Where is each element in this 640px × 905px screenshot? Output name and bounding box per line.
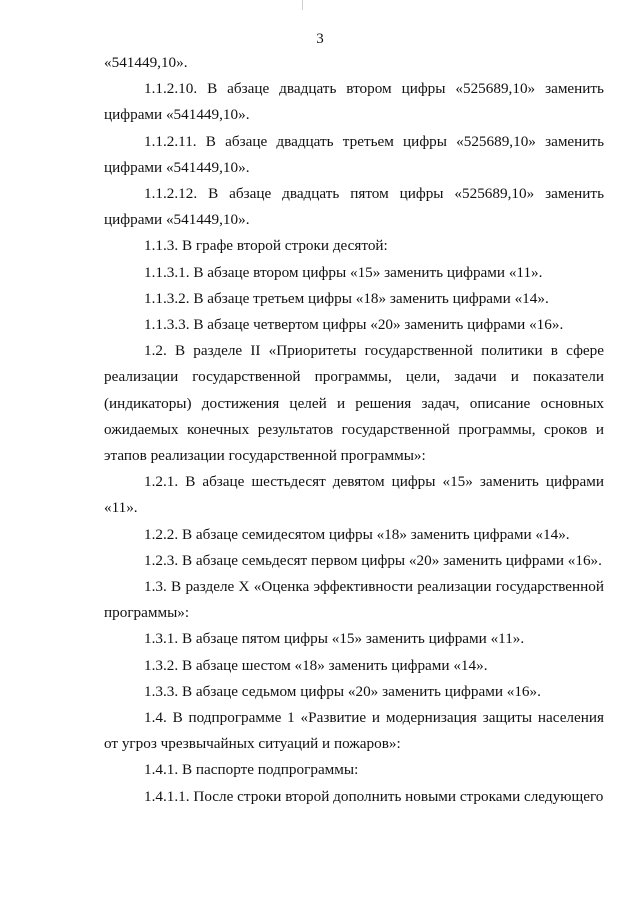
paragraph-1-3-1: 1.3.1. В абзаце пятом цифры «15» заменить цифрами «11». (144, 630, 525, 648)
paragraph-1-4-1: 1.4.1. В паспорте подпрограммы: (144, 761, 359, 779)
paragraph-1-1-2-12: 1.1.2.12. В абзаце двадцать пятом цифры «525689,10» заменить цифрами «541449,10». (104, 185, 604, 229)
paragraph-1-3-2: 1.3.2. В абзаце шестом «18» заменить цифрами «14». (144, 656, 488, 674)
paragraph-1-4: 1.4. В подпрограмме 1 «Развитие и модернизация защиты населения от угроз чрезвычайных ситуаций и пожаров»: (104, 709, 604, 753)
paragraph-1-1-3-2: 1.1.3.2. В абзаце третьем цифры «18» заменить цифрами «14». (144, 289, 549, 307)
document-body (104, 50, 604, 810)
paragraph-1-2-3: 1.2.3. В абзаце семьдесят первом цифры «20» заменить цифрами «16». (144, 551, 602, 569)
paragraph-1-1-3: 1.1.3. В графе второй строки десятой: (144, 237, 388, 255)
paragraph-1-4-1-1: 1.4.1.1. После строки второй дополнить новыми строками следующего (144, 787, 604, 805)
paragraph-1-3: 1.3. В разделе Х «Оценка эффективности реализации государственной программы»: (104, 578, 604, 622)
paragraph-continuation: «541449,10». (104, 54, 188, 71)
page-number: 3 (316, 31, 324, 47)
paragraph-1-2: 1.2. В разделе II «Приоритеты государственной политики в сфере реализации государственной программы, цели, задачи и показатели (индикаторы) достижения целей и решения задач, описание основных ожидаемых конечных результатов государственной программы, сроков и этапов реализации государственной программы»: (104, 342, 604, 465)
paragraph-1-1-2-11: 1.1.2.11. В абзаце двадцать третьем цифры «525689,10» заменить цифрами «541449,10». (104, 132, 604, 176)
paragraph-1-3-3: 1.3.3. В абзаце седьмом цифры «20» заменить цифрами «16». (144, 682, 541, 700)
paragraph-1-2-2: 1.2.2. В абзаце семидесятом цифры «18» заменить цифрами «14». (144, 525, 570, 543)
paragraph-1-1-3-3: 1.1.3.3. В абзаце четвертом цифры «20» заменить цифрами «16». (144, 316, 564, 334)
scan-mark (302, 0, 303, 10)
paragraph-1-1-3-1: 1.1.3.1. В абзаце втором цифры «15» заменить цифрами «11». (144, 263, 543, 281)
paragraph-1-2-1: 1.2.1. В абзаце шестьдесят девятом цифры «15» заменить цифрами «11». (104, 473, 604, 517)
paragraph-1-1-2-10: 1.1.2.10. В абзаце двадцать втором цифры «525689,10» заменить цифрами «541449,10». (104, 80, 604, 124)
